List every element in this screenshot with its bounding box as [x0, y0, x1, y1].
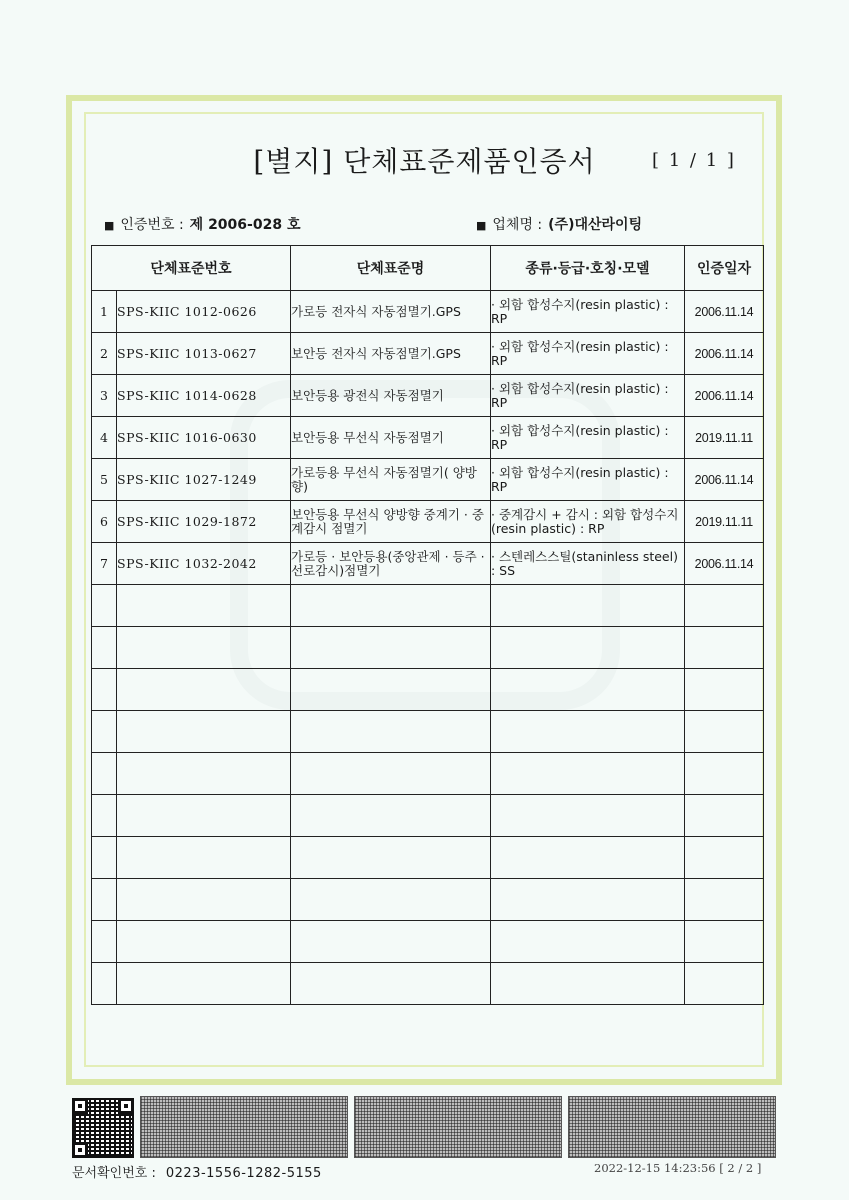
table-row — [92, 459, 764, 501]
empty-cell — [117, 585, 291, 627]
cell-code: SPS-KIIC 1032-2042 — [117, 543, 291, 585]
cell-num: 5 — [92, 459, 117, 501]
empty-cell — [92, 711, 117, 753]
empty-cell — [117, 963, 291, 1005]
cell-name: 보안등용 무선식 양방향 중계기 · 중계감시 점멸기 — [291, 501, 491, 543]
cell-name: 보안등 전자식 자동점멸기.GPS — [291, 333, 491, 375]
page-indicator: [ 1 / 1 ] — [652, 150, 736, 171]
empty-cell — [685, 711, 764, 753]
empty-cell — [92, 837, 117, 879]
cell-kind: · 스텐레스스틸(staninless steel) : SS — [491, 543, 685, 585]
company-label: 업체명 : — [492, 217, 543, 233]
document-title: [별지] 단체표준제품인증서 — [253, 145, 596, 178]
empty-cell — [117, 921, 291, 963]
cell-num: 1 — [92, 291, 117, 333]
empty-cell — [92, 879, 117, 921]
empty-cell — [117, 627, 291, 669]
cell-num: 4 — [92, 417, 117, 459]
empty-cell — [291, 627, 491, 669]
table-row — [92, 333, 764, 375]
empty-cell — [291, 585, 491, 627]
cell-name: 가로등 · 보안등용(중앙관제 · 등주 · 선로감시)점멸기 — [291, 543, 491, 585]
cell-date: 2019.11.11 — [685, 417, 764, 459]
empty-cell — [291, 669, 491, 711]
cell-num: 3 — [92, 375, 117, 417]
square-bullet-icon: ■ — [476, 219, 487, 232]
document-confirmation — [72, 1162, 322, 1181]
header-standard-name: 단체표준명 — [291, 246, 491, 291]
qr-code — [72, 1098, 134, 1158]
empty-cell — [92, 669, 117, 711]
cell-date: 2006.11.14 — [685, 543, 764, 585]
print-timestamp: 2022-12-15 14:23:56 [ 2 / 2 ] — [594, 1161, 762, 1175]
cell-code: SPS-KIIC 1027-1249 — [117, 459, 291, 501]
cell-kind: · 외함 합성수지(resin plastic) : RP — [491, 333, 685, 375]
table-row-empty — [92, 879, 764, 921]
cell-date: 2019.11.11 — [685, 501, 764, 543]
cell-kind: · 외함 합성수지(resin plastic) : RP — [491, 459, 685, 501]
table-row — [92, 543, 764, 585]
cell-num: 2 — [92, 333, 117, 375]
cell-code: SPS-KIIC 1016-0630 — [117, 417, 291, 459]
empty-cell — [685, 669, 764, 711]
security-barcode — [140, 1096, 348, 1158]
table-row-empty — [92, 711, 764, 753]
empty-cell — [491, 627, 685, 669]
table-row — [92, 501, 764, 543]
empty-cell — [117, 711, 291, 753]
empty-cell — [92, 585, 117, 627]
table-row-empty — [92, 837, 764, 879]
empty-cell — [685, 921, 764, 963]
cell-date: 2006.11.14 — [685, 459, 764, 501]
empty-cell — [491, 585, 685, 627]
header-type-grade-model: 종류·등급·호칭·모델 — [491, 246, 685, 291]
table-row-empty — [92, 921, 764, 963]
empty-cell — [491, 669, 685, 711]
empty-cell — [117, 753, 291, 795]
empty-cell — [685, 837, 764, 879]
doc-number-value: 0223-1556-1282-5155 — [165, 1166, 322, 1181]
empty-cell — [491, 879, 685, 921]
cert-number-value: 제 2006-028 호 — [189, 217, 301, 233]
empty-cell — [291, 837, 491, 879]
empty-cell — [92, 627, 117, 669]
cell-name: 보안등용 광전식 자동점멸기 — [291, 375, 491, 417]
empty-cell — [685, 879, 764, 921]
company-row — [476, 214, 642, 234]
cell-code: SPS-KIIC 1013-0627 — [117, 333, 291, 375]
certification-table — [91, 245, 764, 1005]
empty-cell — [685, 795, 764, 837]
cell-date: 2006.11.14 — [685, 375, 764, 417]
cell-num: 7 — [92, 543, 117, 585]
table-row — [92, 375, 764, 417]
empty-cell — [92, 753, 117, 795]
cell-kind: · 중계감시 + 감시 : 외함 합성수지(resin plastic) : RP — [491, 501, 685, 543]
empty-cell — [685, 753, 764, 795]
empty-cell — [117, 837, 291, 879]
cert-number-label: 인증번호 : — [120, 217, 184, 233]
table-row — [92, 417, 764, 459]
empty-cell — [92, 921, 117, 963]
cell-name: 가로등 전자식 자동점멸기.GPS — [291, 291, 491, 333]
cell-kind: · 외함 합성수지(resin plastic) : RP — [491, 375, 685, 417]
table-row-empty — [92, 963, 764, 1005]
cell-code: SPS-KIIC 1029-1872 — [117, 501, 291, 543]
empty-cell — [491, 753, 685, 795]
empty-cell — [291, 753, 491, 795]
square-bullet-icon: ■ — [104, 219, 115, 232]
empty-cell — [291, 795, 491, 837]
empty-cell — [491, 837, 685, 879]
cell-kind: · 외함 합성수지(resin plastic) : RP — [491, 291, 685, 333]
empty-cell — [117, 795, 291, 837]
doc-number-label: 문서확인번호 : — [72, 1166, 156, 1181]
header-standard-number: 단체표준번호 — [92, 246, 291, 291]
empty-cell — [685, 627, 764, 669]
table-row-empty — [92, 627, 764, 669]
qr-finder — [72, 1142, 88, 1158]
empty-cell — [491, 711, 685, 753]
cell-code: SPS-KIIC 1014-0628 — [117, 375, 291, 417]
cell-name: 가로등용 무선식 자동점멸기( 양방향) — [291, 459, 491, 501]
qr-finder — [118, 1098, 134, 1114]
table-row-empty — [92, 585, 764, 627]
security-barcode — [354, 1096, 562, 1158]
empty-cell — [491, 963, 685, 1005]
cell-num: 6 — [92, 501, 117, 543]
table-row-empty — [92, 753, 764, 795]
cell-name: 보안등용 무선식 자동점멸기 — [291, 417, 491, 459]
empty-cell — [685, 963, 764, 1005]
cell-code: SPS-KIIC 1012-0626 — [117, 291, 291, 333]
table-header-row — [92, 246, 764, 291]
security-barcode — [568, 1096, 776, 1158]
empty-cell — [685, 585, 764, 627]
empty-cell — [117, 879, 291, 921]
empty-cell — [291, 879, 491, 921]
header-cert-date: 인증일자 — [685, 246, 764, 291]
cell-date: 2006.11.14 — [685, 333, 764, 375]
cert-number-row — [104, 214, 300, 234]
empty-cell — [491, 921, 685, 963]
empty-cell — [117, 669, 291, 711]
empty-cell — [291, 963, 491, 1005]
empty-cell — [491, 795, 685, 837]
cell-date: 2006.11.14 — [685, 291, 764, 333]
table-row — [92, 291, 764, 333]
table-row-empty — [92, 669, 764, 711]
empty-cell — [291, 711, 491, 753]
empty-cell — [92, 963, 117, 1005]
empty-cell — [291, 921, 491, 963]
table-row-empty — [92, 795, 764, 837]
cell-kind: · 외함 합성수지(resin plastic) : RP — [491, 417, 685, 459]
qr-finder — [72, 1098, 88, 1114]
company-value: (주)대산라이팅 — [548, 217, 643, 233]
empty-cell — [92, 795, 117, 837]
